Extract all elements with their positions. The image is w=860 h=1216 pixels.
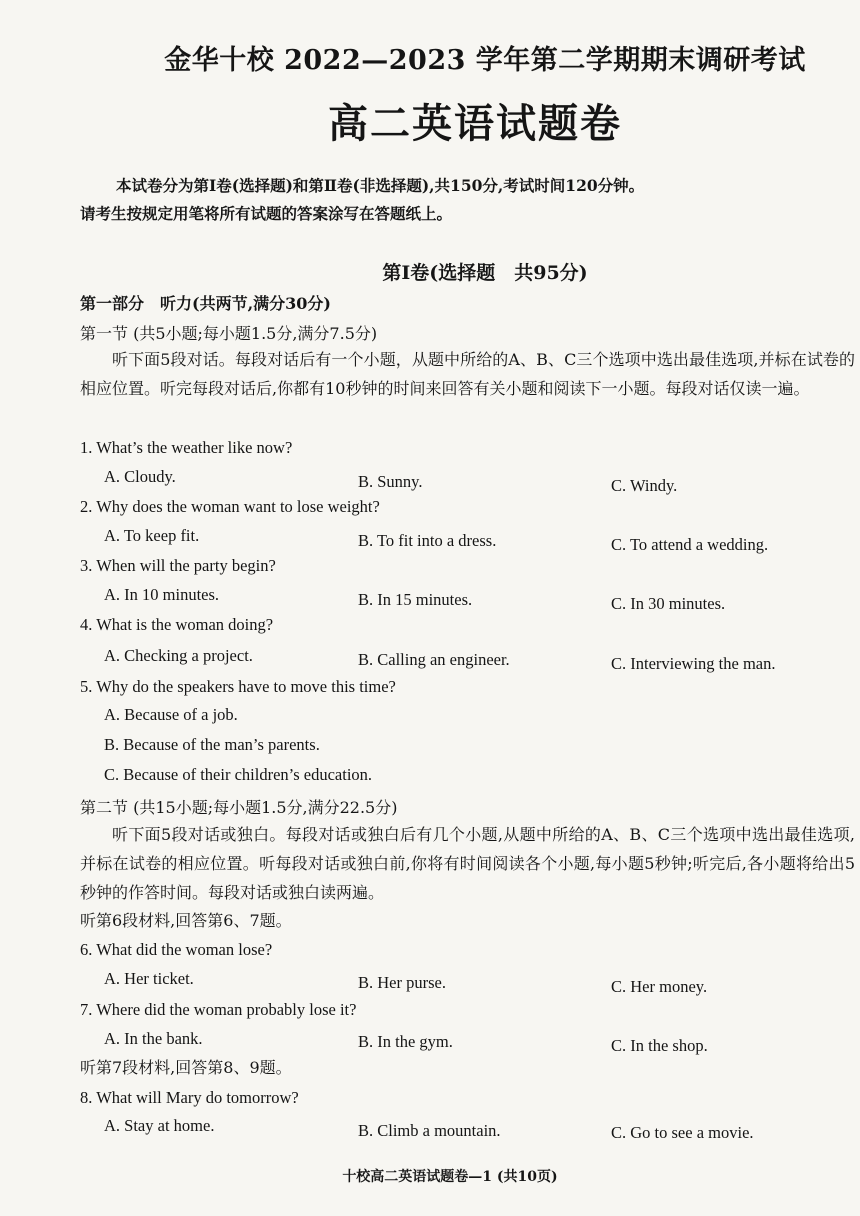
- option-a: A. In 10 minutes.: [104, 585, 220, 604]
- question-stem: 1. What’s the weather like now?: [80, 438, 293, 457]
- option-a: A. Checking a project.: [104, 646, 253, 665]
- option-c: C. Go to see a movie.: [611, 1123, 754, 1142]
- instructions: [80, 172, 800, 228]
- subsection-1-instructions: [80, 345, 855, 403]
- exam-subtitle: 高二英语试题卷: [328, 100, 622, 147]
- instructions-line-1: 本试卷分为第Ⅰ卷(选择题)和第Ⅱ卷(非选择题),共150分,考试时间120分钟。: [116, 176, 645, 195]
- option-a: A. To keep fit.: [104, 526, 200, 545]
- option-c: C. Windy.: [611, 476, 678, 495]
- exam-title: 金华十校 2022—2023 学年第二学期期末调研考试: [164, 45, 806, 76]
- part-title: 第一部分 听力(共两节,满分30分): [80, 294, 331, 313]
- option-b: B. Her purse.: [358, 973, 446, 992]
- question-stem: 4. What is the woman doing?: [80, 615, 274, 634]
- instructions-line-2: 请考生按规定用笔将所有试题的答案涂写在答题纸上。: [80, 204, 453, 223]
- option-b: B. In 15 minutes.: [358, 590, 473, 609]
- page-footer: 十校高二英语试题卷—1 (共10页): [342, 1169, 558, 1185]
- option-a: A. Because of a job.: [104, 705, 238, 724]
- option-b: B. In the gym.: [358, 1032, 453, 1051]
- question-stem: 2. Why does the woman want to lose weight?: [80, 497, 380, 516]
- option-c: C. Her money.: [611, 977, 708, 996]
- option-c: C. In 30 minutes.: [611, 594, 726, 613]
- subsection-2-instructions: [80, 820, 855, 907]
- question-stem: 3. When will the party begin?: [80, 556, 276, 575]
- option-b: B. Because of the man’s parents.: [104, 735, 320, 754]
- option-b: B. Climb a mountain.: [358, 1121, 501, 1140]
- option-c: C. Because of their children’s education.: [104, 765, 373, 784]
- subsection-1-title: 第一节 (共5小题;每小题1.5分,满分7.5分): [80, 324, 378, 343]
- option-c: C. Interviewing the man.: [611, 654, 776, 673]
- question-stem: 6. What did the woman lose?: [80, 940, 273, 959]
- question-stem: 8. What will Mary do tomorrow?: [80, 1088, 299, 1107]
- option-b: B. To fit into a dress.: [358, 531, 497, 550]
- option-a: A. Her ticket.: [104, 969, 194, 988]
- option-b: B. Calling an engineer.: [358, 650, 510, 669]
- question-stem: 7. Where did the woman probably lose it?: [80, 1000, 357, 1019]
- option-c: C. In the shop.: [611, 1036, 708, 1055]
- option-a: A. Stay at home.: [104, 1116, 215, 1135]
- material-7-note: 听第7段材料,回答第8、9题。: [80, 1058, 292, 1077]
- option-b: B. Sunny.: [358, 472, 423, 491]
- question-stem: 5. Why do the speakers have to move this time?: [80, 677, 396, 696]
- option-a: A. In the bank.: [104, 1029, 203, 1048]
- option-c: C. To attend a wedding.: [611, 535, 769, 554]
- subsection-2-title: 第二节 (共15小题;每小题1.5分,满分22.5分): [80, 798, 398, 817]
- material-6-note: 听第6段材料,回答第6、7题。: [80, 911, 292, 930]
- subsection-1-instructions-text: 听下面5段对话。每段对话后有一个小题，从题中所给的A、B、C三个选项中选出最佳选项,并标在试卷的相应位置。听完每段对话后,你都有10秒钟的时间来回答有关小题和阅读下一小题。每段对话仅读一遍。: [80, 350, 855, 398]
- section-title: 第Ⅰ卷(选择题 共95分): [382, 262, 588, 284]
- subsection-2-instructions-text: 听下面5段对话或独白。每段对话或独白后有几个小题,从题中所给的A、B、C三个选项中选出最佳选项,并标在试卷的相应位置。听每段对话或独白前,你将有时间阅读各个小题,每小题5秒钟;听完后,各小题将给出5秒钟的作答时间。每段对话或独白读两遍。: [80, 825, 855, 902]
- option-a: A. Cloudy.: [104, 467, 176, 486]
